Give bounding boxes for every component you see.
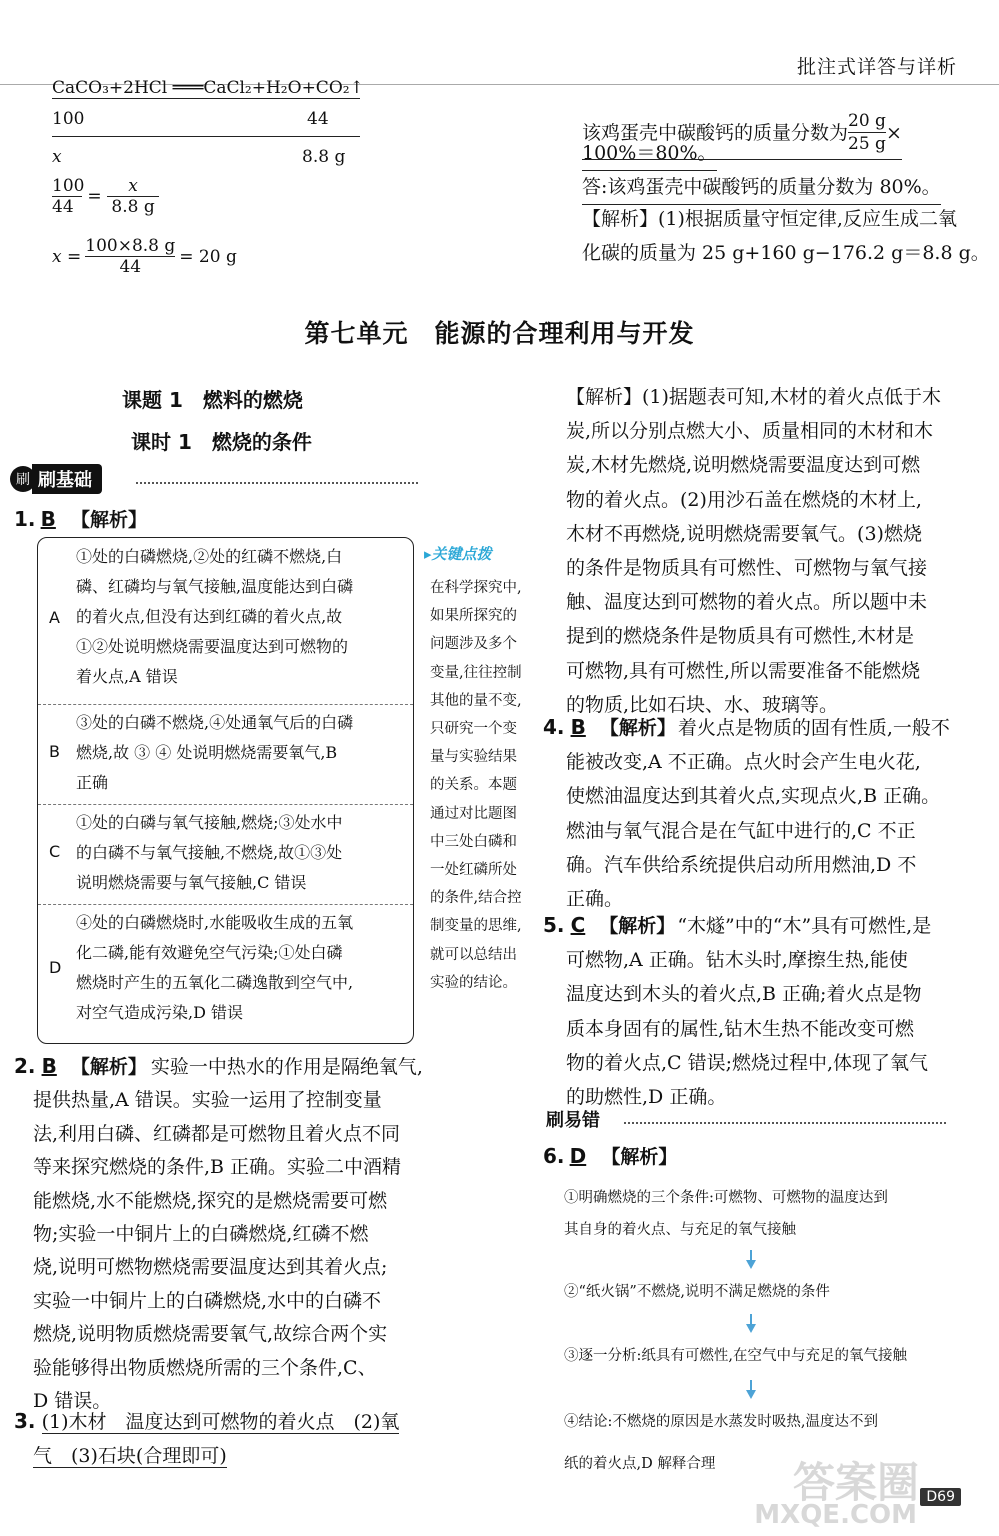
q4-line: 确。汽车供给系统提供启动所用燃油,D 不 [566, 853, 917, 876]
tip-line: 中三处白磷和 [430, 833, 517, 850]
q5-tag: 【解析】 [599, 915, 676, 937]
frac3-num: 100×8.8 g [85, 236, 176, 256]
fraction-num: 20 g [848, 111, 886, 131]
q4-tag: 【解析】 [599, 717, 676, 739]
q2-line: 法,利用白磷、红磷都是可燃物且着火点不同 [33, 1122, 401, 1145]
step-number: ③ [564, 1348, 579, 1364]
q6-number: 6. [543, 1144, 565, 1168]
q4-line: 使燃油温度达到其着火点,实现点火,B 正确。 [566, 785, 941, 808]
frac3-den: 44 [119, 257, 142, 277]
step-line: 逐一分析:纸具有可燃性,在空气中与充足的氧气接触 [578, 1348, 907, 1364]
q2-line: 验能够得出物质燃烧所需的三个条件,C、 [33, 1356, 377, 1379]
option-row-b [38, 704, 413, 805]
ratio-bottom-left: x [52, 147, 62, 167]
option-line: 正确 [76, 773, 109, 792]
section-basic-label: 刷基础 [32, 464, 102, 494]
frac1-den: 44 [52, 197, 74, 217]
down-arrow-icon [746, 1324, 756, 1333]
analysis-line: 触、温度达到可燃物的着火点。所以题中未 [566, 591, 928, 614]
tip-line: 其他的量不变, [430, 692, 522, 709]
q2-block [14, 1050, 424, 1418]
step-line: “纸火锅”不燃烧,说明不满足燃烧的条件 [578, 1284, 830, 1300]
q4-line: 正确。 [566, 888, 624, 911]
q1-number: 1. [14, 507, 36, 531]
tip-line: 的关系。本题 [430, 777, 517, 794]
q6-tag: 【解析】 [601, 1146, 678, 1168]
option-text [76, 908, 405, 1028]
q2-number: 2. [14, 1054, 36, 1078]
q4-block [543, 710, 950, 916]
option-letter: B [49, 742, 60, 761]
key-tip-text [430, 574, 538, 997]
option-letter: A [49, 608, 60, 627]
option-line: 着火点,A 错误 [76, 667, 178, 686]
q6-answer: D [569, 1144, 587, 1168]
chemical-equation: CaCO₃+2HCl ═══CaCl₂+H₂O+CO₂↑ [52, 78, 364, 98]
tip-line: 通过对比题图 [430, 805, 517, 822]
q2-line: 燃烧,说明物质燃烧需要氧气,故综合两个实 [33, 1323, 388, 1346]
fraction-den: 25 g [848, 134, 886, 154]
eq-sign: = [87, 186, 102, 207]
q3-number: 3. [14, 1409, 36, 1433]
step-line: 其自身的着火点、与充足的氧气接触 [564, 1222, 796, 1238]
option-text [76, 708, 405, 798]
options-table [37, 537, 414, 1044]
option-text [76, 808, 405, 898]
proportion [52, 176, 159, 217]
down-arrow-icon [746, 1390, 756, 1399]
tip-line: 只研究一个变 [430, 721, 517, 738]
arrow-stem [750, 1250, 752, 1260]
q2-line: 物;实验一中铜片上的白磷燃烧,红磷不燃 [33, 1223, 369, 1246]
option-row-a [38, 538, 413, 705]
ratio-bottom-right: 8.8 g [302, 147, 346, 167]
q2-tag: 【解析】 [70, 1056, 147, 1078]
x-solution [52, 236, 237, 277]
q3-line1: (1)木材 温度达到可燃物的着火点 (2)氧 [41, 1411, 400, 1433]
q2-line: D 错误。 [33, 1390, 112, 1413]
q1-header [14, 505, 147, 532]
analysis-line: 木材不再燃烧,说明燃烧需要氧气。(3)燃烧 [566, 522, 922, 545]
arrow-stem [750, 1314, 752, 1324]
watermark-url: MXQE.COM [754, 1500, 917, 1530]
tip-line: 量与实验结果 [430, 749, 517, 766]
option-line: 说明燃烧需要与氧气接触,C 错误 [76, 873, 307, 892]
option-line: 的白磷不与氧气接触,不燃烧,故①③处 [76, 843, 343, 862]
q5-block [543, 908, 931, 1114]
arrow-icon: ▸ [424, 545, 432, 563]
step-line: 明确燃烧的三个条件:可燃物、可燃物的温度达到 [578, 1190, 888, 1206]
analysis-line: 的条件是物质具有可燃性、可燃物与氧气接 [566, 557, 928, 580]
q5-answer: C [570, 913, 586, 937]
section-divider [136, 482, 418, 484]
step-number: ④ [564, 1414, 579, 1430]
tip-line: 就可以总结出 [430, 946, 517, 963]
option-text [76, 542, 405, 692]
analysis-line-1: 【解析】(1)根据质量守恒定律,反应生成二氧 [582, 208, 957, 230]
q4-answer: B [570, 715, 586, 739]
flow-step-1 [564, 1182, 888, 1246]
q5-line: “木燧”中的“木”具有可燃性,是 [677, 915, 932, 937]
frac2-num: x [107, 176, 159, 197]
q3-line2: 气 (3)石块(合理即可) [33, 1445, 227, 1467]
option-letter: D [49, 958, 62, 977]
step-line: 纸的着火点,D 解释合理 [564, 1456, 716, 1472]
analysis-line: 【解析】(1)据题表可知,木材的着火点低于木 [566, 386, 941, 408]
ratio-row-top [52, 102, 360, 137]
period-title: 课时 1 燃烧的条件 [131, 430, 312, 454]
flow-step-3 [564, 1340, 907, 1372]
brush-icon: 刷 [10, 466, 36, 492]
option-line: ③处的白磷不燃烧,④处通氧气后的白磷 [76, 713, 354, 732]
tip-line: 制变量的思维, [430, 918, 522, 935]
option-line: 燃烧时产生的五氧化二磷逸散到空气中, [76, 973, 354, 992]
q1-answer: B [40, 507, 56, 531]
option-line: 对空气造成污染,D 错误 [76, 1003, 244, 1022]
q3-analysis [566, 380, 941, 722]
section-easy-divider [624, 1122, 946, 1124]
option-line: 燃烧,故 ③ ④ 处说明燃烧需要氧气,B [76, 743, 338, 762]
tip-line: 变量,往往控制 [430, 664, 522, 681]
tip-line: 一处红磷所处 [430, 862, 517, 879]
mass-fraction-text: 该鸡蛋壳中碳酸钙的质量分数为 [582, 121, 849, 144]
ratio-row-bottom [52, 140, 360, 174]
flow-arrow-3 [746, 1380, 756, 1399]
watermark-logo: 答案圈 [792, 1458, 919, 1507]
analysis-line: 炭,所以分别点燃大小、质量相同的木材和木 [566, 420, 934, 443]
x-result: = 20 g [179, 246, 237, 267]
flow-step-2 [564, 1276, 830, 1308]
tip-line: 实验的结论。 [430, 974, 517, 991]
answer-line: 答:该鸡蛋壳中碳酸钙的质量分数为 80%。 [582, 170, 941, 205]
flow-arrow-1 [746, 1250, 756, 1269]
option-line: ①②处说明燃烧需要温度达到可燃物的 [76, 637, 349, 656]
q6-header [543, 1142, 677, 1169]
option-line: 磷、红磷均与氧气接触,温度能达到白磷 [76, 577, 354, 596]
q1-tag: 【解析】 [70, 509, 147, 531]
ratio-top-left: 100 [52, 109, 85, 129]
key-tip-title [424, 543, 492, 564]
option-line: ①处的白磷燃烧,②处的红磷不燃烧,白 [76, 547, 343, 566]
q2-answer: B [41, 1054, 57, 1078]
lesson-title: 课题 1 燃料的燃烧 [122, 388, 303, 412]
analysis-line-2: 化碳的质量为 25 g+160 g−176.2 g＝8.8 g。 [582, 242, 990, 264]
tip-line: 的条件,结合控 [430, 890, 522, 907]
analysis-line: 提到的燃烧条件是物质具有可燃性,木材是 [566, 625, 915, 648]
arrow-stem [750, 1380, 752, 1390]
q2-line: 提供热量,A 错误。实验一运用了控制变量 [33, 1089, 382, 1112]
q4-number: 4. [543, 715, 565, 739]
section-easy-error: 刷易错 [546, 1110, 600, 1131]
q5-line: 质本身固有的属性,钻木生热不能改变可燃 [566, 1017, 915, 1040]
unit-title: 第七单元 能源的合理利用与开发 [304, 319, 695, 348]
flow-arrow-2 [746, 1314, 756, 1333]
q5-line: 温度达到木头的着火点,B 正确;着火点是物 [566, 983, 922, 1006]
q4-line: 能被改变,A 不正确。点火时会产生电火花, [566, 751, 921, 774]
key-tip-title-text: 关键点拨 [431, 545, 492, 563]
option-row-c [38, 804, 413, 905]
q5-number: 5. [543, 913, 565, 937]
q2-line: 能燃烧,水不能燃烧,探究的是燃烧需要可燃 [33, 1189, 388, 1212]
q5-line: 可燃物,A 正确。钻木头时,摩擦生热,能使 [566, 949, 908, 972]
q2-line: 实验一中热水的作用是隔绝氧气, [150, 1056, 423, 1078]
q2-line: 烧,说明可燃物燃烧需要温度达到其着火点; [33, 1256, 388, 1279]
analysis-line: 炭,木材先燃烧,说明燃烧需要温度达到可燃 [566, 454, 921, 477]
q2-line: 实验一中铜片上的白磷燃烧,水中的白磷不 [33, 1289, 382, 1312]
option-line: 的着火点,但没有达到红磷的着火点,故 [76, 607, 343, 626]
page-number: D69 [920, 1488, 961, 1506]
q5-line: 的助燃性,D 正确。 [566, 1086, 727, 1109]
tip-line: 问题涉及多个 [430, 636, 517, 653]
analysis-line: 物的着火点。(2)用沙石盖在燃烧的木材上, [566, 488, 922, 511]
frac1-num: 100 [52, 176, 85, 196]
tip-line: 如果所探究的 [430, 608, 517, 625]
down-arrow-icon [746, 1260, 756, 1269]
q2-line: 等来探究燃烧的条件,B 正确。实验二中酒精 [33, 1156, 402, 1179]
page-header: 批注式详答与详析 [796, 56, 957, 78]
section-basic [10, 464, 102, 494]
q3-block [14, 1404, 399, 1473]
q4-line: 燃油与氧气混合是在气缸中进行的,C 不正 [566, 819, 916, 842]
step-number: ② [564, 1284, 579, 1300]
step-line: 结论:不燃烧的原因是水蒸发时吸热,温度达不到 [578, 1414, 878, 1430]
analysis-line: 的物质,比如石块、水、玻璃等。 [566, 693, 839, 716]
option-row-d [38, 904, 413, 1042]
step-number: ① [564, 1190, 579, 1206]
times-sign: × [885, 121, 902, 144]
x-prefix: x = [52, 246, 82, 267]
q5-line: 物的着火点,C 错误;燃烧过程中,体现了氧气 [566, 1051, 929, 1074]
frac2-den: 8.8 g [111, 197, 155, 217]
ratio-top-right: 44 [307, 109, 329, 129]
q4-line: 着火点是物质的固有性质,一般不 [677, 717, 950, 739]
percent-line: 100%＝80%。 [582, 136, 717, 171]
option-letter: C [49, 842, 61, 861]
tip-line: 在科学探究中, [430, 580, 522, 596]
option-line: ④处的白磷燃烧时,水能吸收生成的五氧 [76, 913, 354, 932]
analysis-line: 可燃物,具有可燃性,所以需要准备不能燃烧 [566, 659, 921, 682]
option-line: 化二磷,能有效避免空气污染;①处白磷 [76, 943, 343, 962]
option-line: ①处的白磷与氧气接触,燃烧;③处水中 [76, 813, 343, 832]
